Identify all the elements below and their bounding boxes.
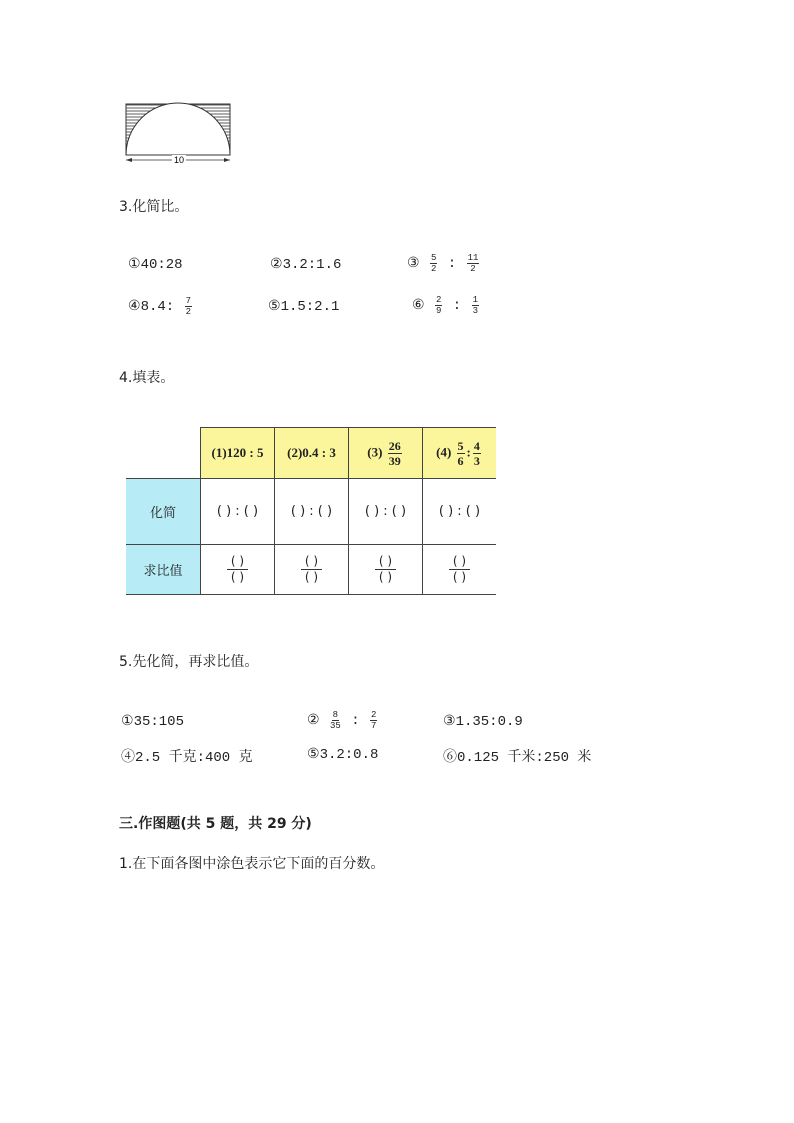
q4-title: 4.填表。 xyxy=(119,370,175,386)
header-4: (4) $\frac{5}{6}$ : $\frac{4}{3}$ xyxy=(423,428,497,479)
row-label-simplify: 化简 xyxy=(126,479,201,545)
value-cell-3[interactable]: $\frac{( )}{( )}$ xyxy=(349,545,423,595)
section-3-title: 三.作图题(共 5 题，共 29 分) xyxy=(119,816,312,832)
q5-item-2: ② $\frac{8}{35}$ : $\frac{2}{7}$ xyxy=(307,710,377,731)
row-label-value: 求比值 xyxy=(126,545,201,595)
q3-item-6: ⑥ $\frac{2}{9}$ : $\frac{1}{3}$ xyxy=(412,295,478,316)
q3-item-4: ④8.4: $\frac{7}{2}$ xyxy=(128,296,191,317)
q5-item-1: ①35:105 xyxy=(121,714,184,730)
fill-table xyxy=(126,427,496,595)
q3-item-1: ①40:28 xyxy=(128,257,183,273)
simplify-cell-1[interactable]: ( ) : ( ) xyxy=(201,479,275,545)
simplify-cell-4[interactable]: ( ) : ( ) xyxy=(423,479,497,545)
q3-title: 3.化简比。 xyxy=(119,199,189,215)
dimension-label: 10 xyxy=(173,155,185,165)
q5-title: 5.先化简，再求比值。 xyxy=(119,654,259,670)
header-2: (2)0.4 : 3 xyxy=(275,428,349,479)
corner-cell xyxy=(126,428,201,479)
value-cell-2[interactable]: $\frac{( )}{( )}$ xyxy=(275,545,349,595)
q5-item-4: ④2.5 千克:400 克 xyxy=(121,750,253,766)
semicircle-figure xyxy=(120,98,240,168)
q3-item-3: ③ $\frac{5}{2}$ : $\frac{11}{2}$ xyxy=(407,253,479,274)
simplify-cell-3[interactable]: ( ) : ( ) xyxy=(349,479,423,545)
value-cell-4[interactable]: $\frac{( )}{( )}$ xyxy=(423,545,497,595)
q5-item-3: ③1.35:0.9 xyxy=(443,714,523,730)
q5-item-5: ⑤3.2:0.8 xyxy=(307,747,379,763)
value-cell-1[interactable]: $\frac{( )}{( )}$ xyxy=(201,545,275,595)
simplify-cell-2[interactable]: ( ) : ( ) xyxy=(275,479,349,545)
q5-item-6: ⑥0.125 千米:250 米 xyxy=(443,750,592,766)
section-3-q1: 1.在下面各图中涂色表示它下面的百分数。 xyxy=(119,856,385,872)
header-1: (1)120 : 5 xyxy=(201,428,275,479)
header-3: (3) $\frac{26}{39}$ xyxy=(349,428,423,479)
q3-item-5: ⑤1.5:2.1 xyxy=(268,299,340,315)
q3-item-2: ②3.2:1.6 xyxy=(270,257,342,273)
